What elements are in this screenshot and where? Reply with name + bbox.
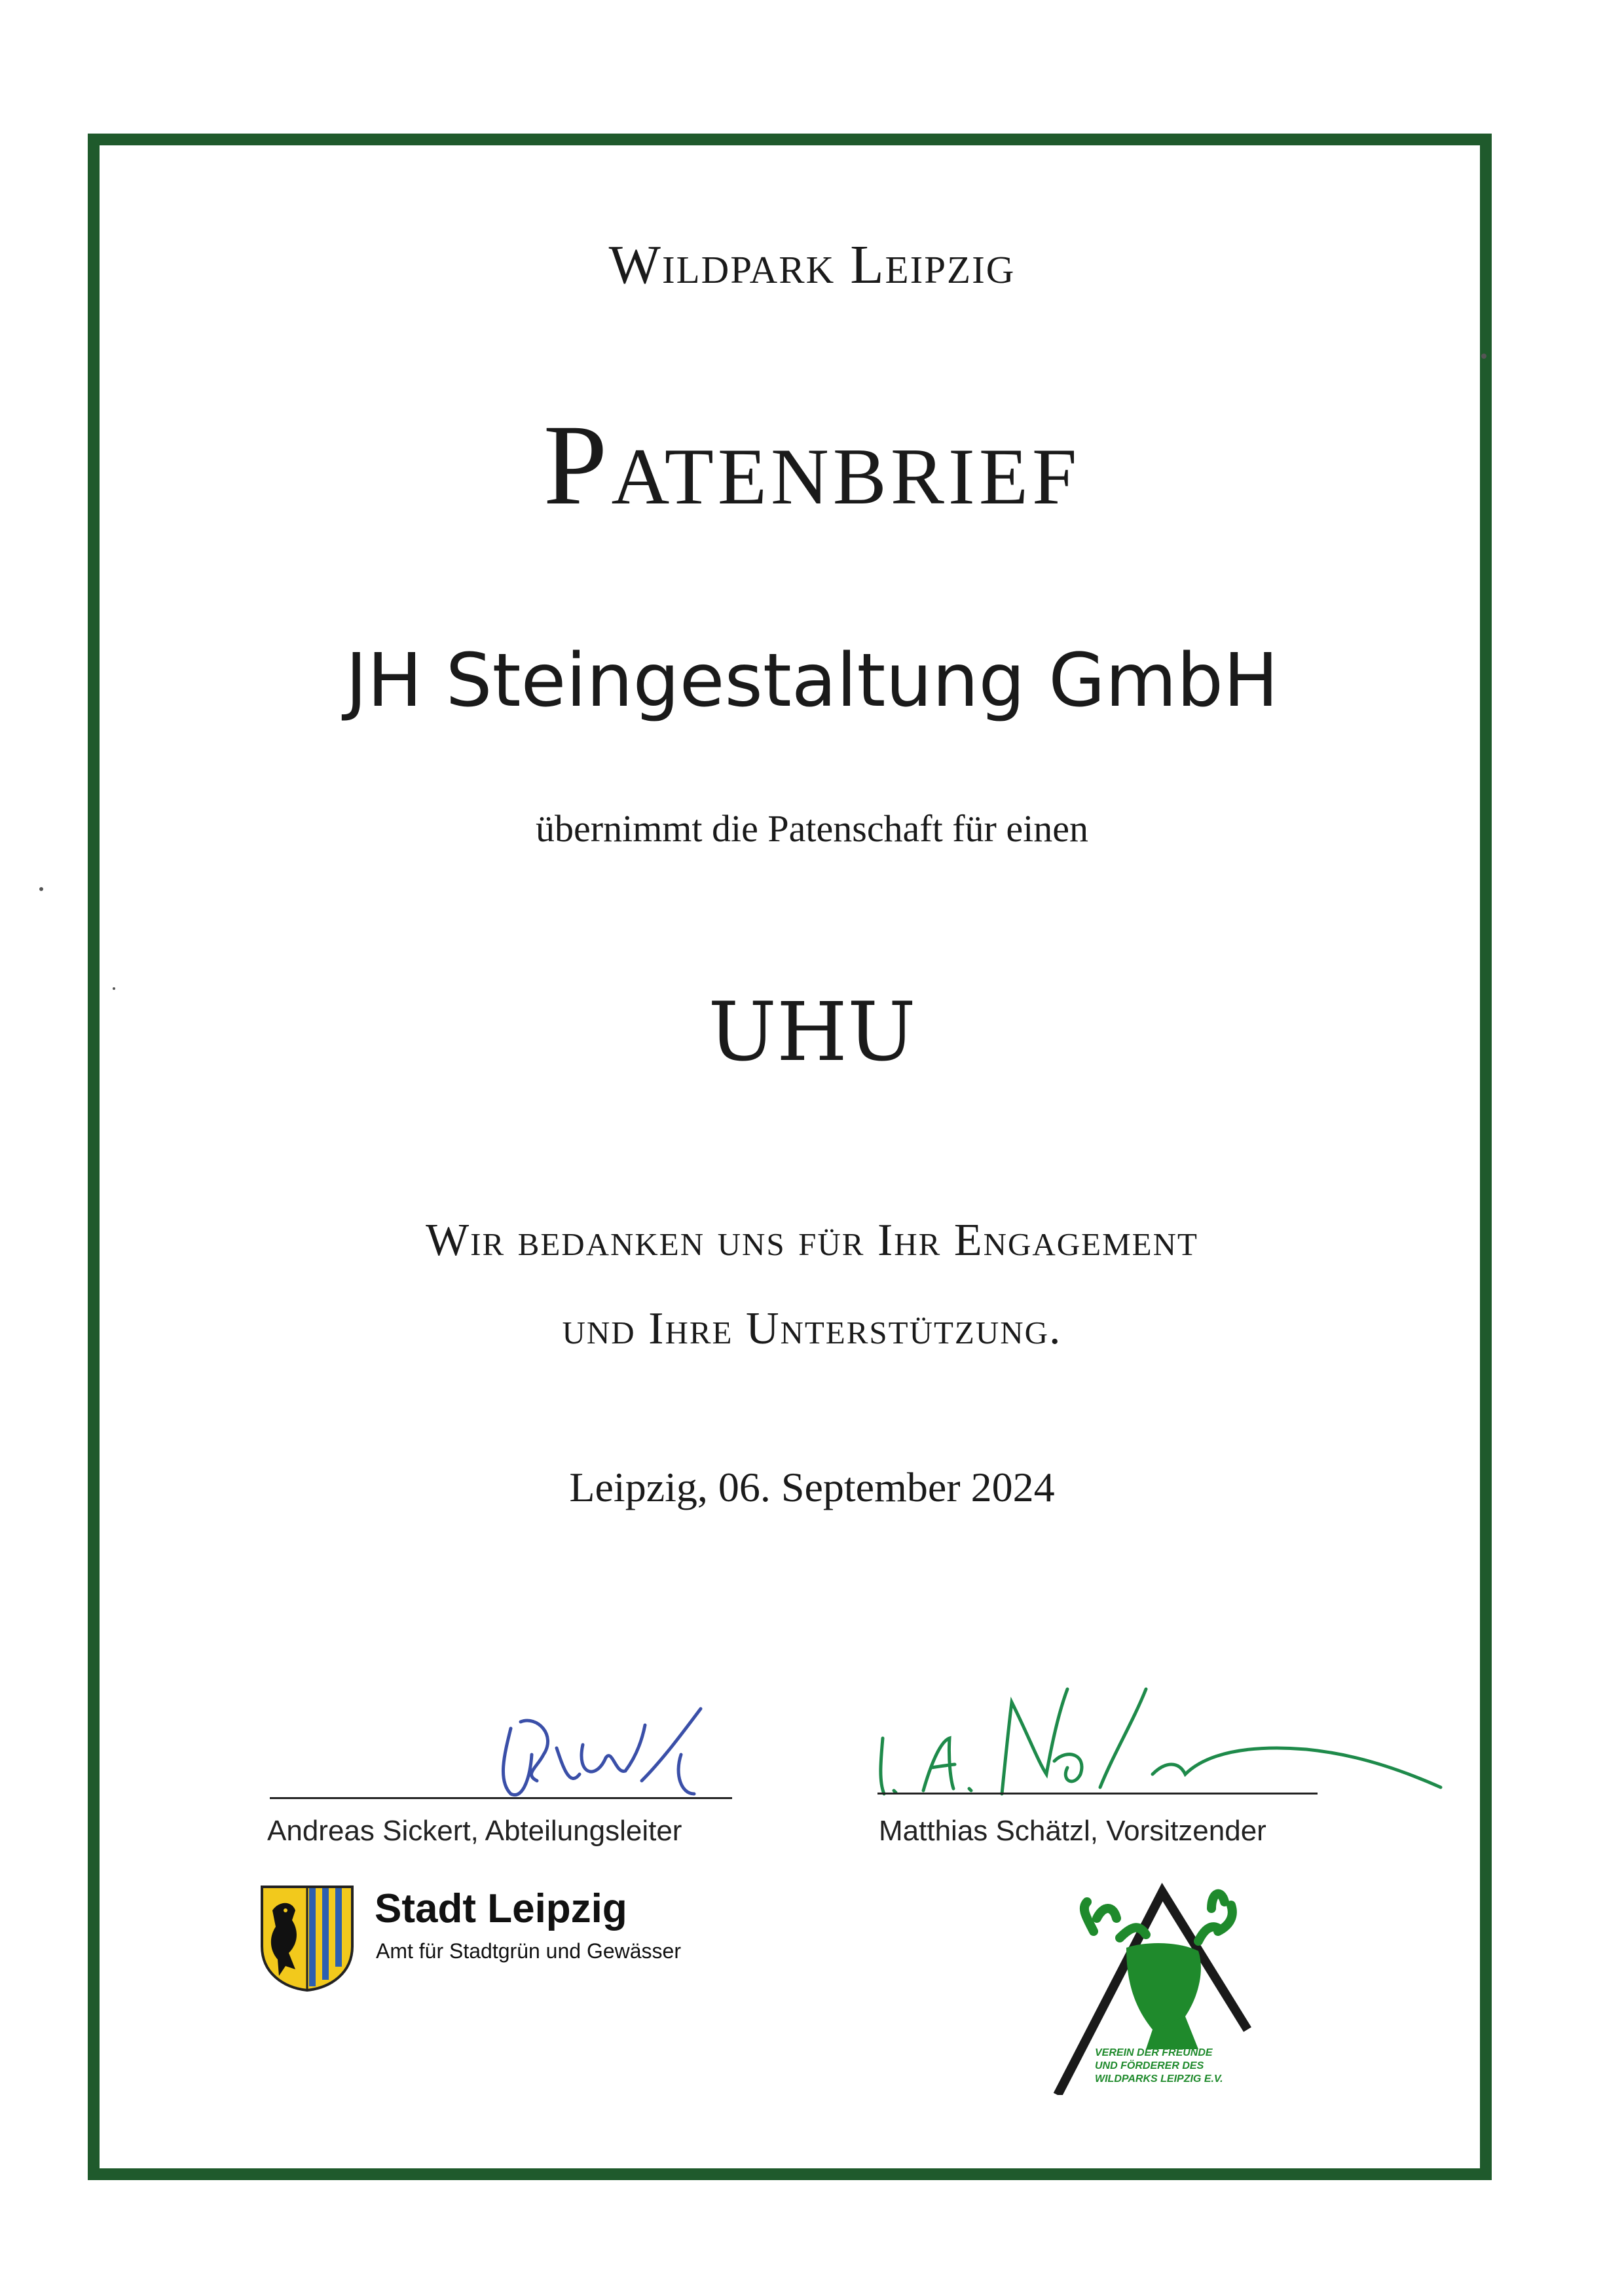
left-handwritten-signature — [485, 1696, 720, 1807]
park-name: Wildpark Leipzig — [608, 234, 1016, 295]
right-signer-name: Matthias Schätzl, Vorsitzender — [879, 1815, 1266, 1847]
left-signature-line — [270, 1797, 732, 1799]
verein-name-line-3: WILDPARKS LEIPZIG E.V. — [1095, 2073, 1223, 2085]
scan-speck — [113, 987, 115, 990]
verein-name — [1095, 2047, 1265, 2086]
sponsor-name: JH Steingestaltung GmbH — [345, 638, 1279, 723]
right-signature-line — [877, 1793, 1318, 1795]
certificate-title: Patenbrief — [543, 401, 1081, 529]
verein-name-line-2: UND FÖRDERER DES — [1095, 2060, 1204, 2071]
verein-name-line-1: VEREIN DER FREUNDE — [1095, 2047, 1213, 2058]
place-and-date: Leipzig, 06. September 2024 — [569, 1464, 1055, 1510]
leipzig-coat-of-arms-icon — [259, 1884, 355, 1992]
city-name: Stadt Leipzig — [375, 1886, 627, 1931]
sponsorship-statement: übernimmt die Patenschaft für einen — [536, 807, 1088, 850]
scan-speck — [1481, 354, 1486, 359]
city-office: Amt für Stadtgrün und Gewässer — [376, 1939, 681, 1963]
left-signer-name: Andreas Sickert, Abteilungsleiter — [267, 1815, 682, 1847]
thanks-line-1: Wir bedanken uns für Ihr Engagement — [426, 1215, 1198, 1266]
thanks-line-2: und Ihre Unterstützung. — [562, 1303, 1062, 1354]
animal-name: UHU — [708, 985, 916, 1080]
scan-speck — [39, 887, 43, 891]
